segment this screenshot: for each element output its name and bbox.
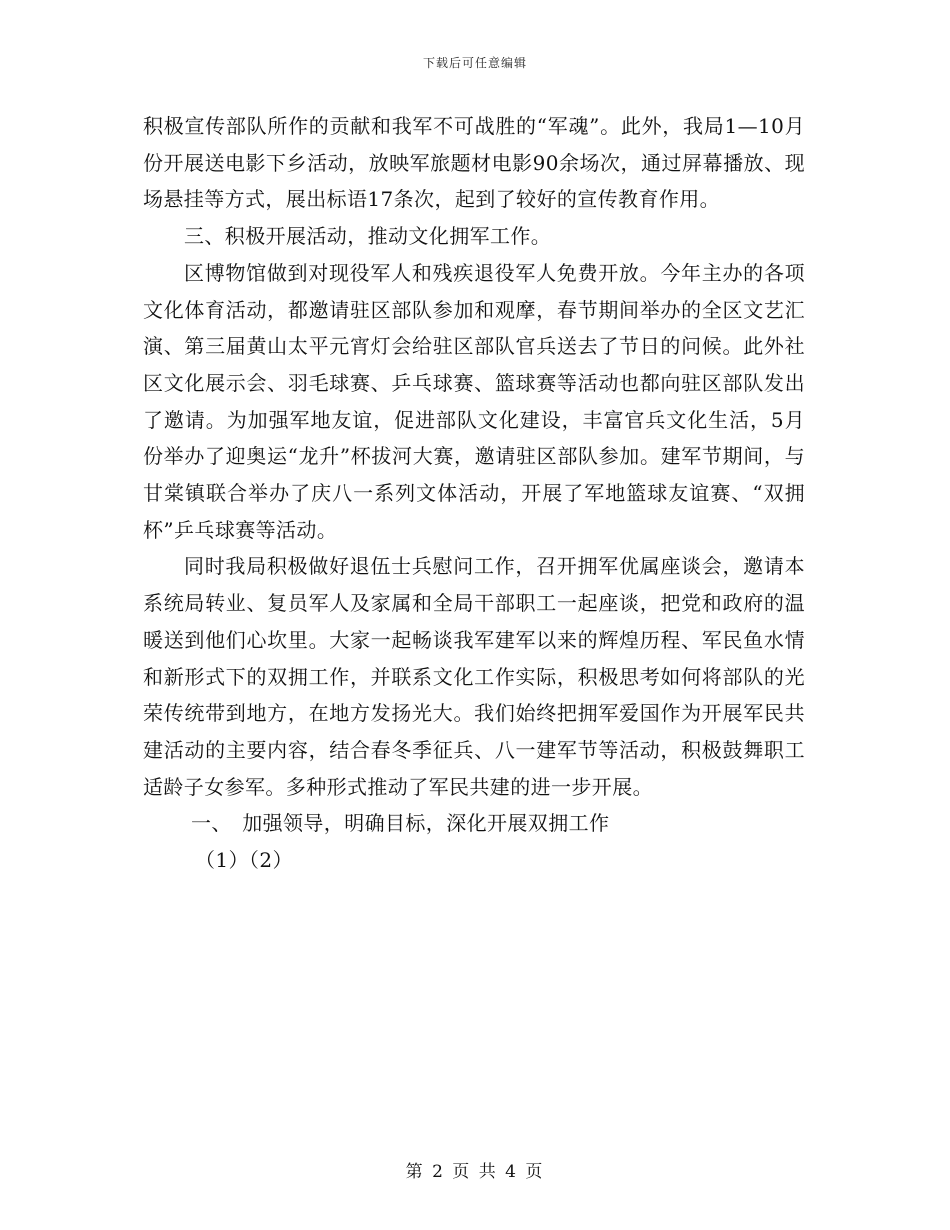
section-heading-one: 一、 加强领导，明确目标，深化开展双拥工作 xyxy=(191,811,610,836)
sub-item-markers: （1）（2） xyxy=(195,848,293,873)
page-header-note: 下载后可任意编辑 xyxy=(422,56,527,70)
section-heading-three: 三、积极开展活动，推动文化拥军工作。 xyxy=(184,224,552,249)
page-footer: 第 2 页 共 4 页 xyxy=(405,1162,545,1182)
paragraph-veteran-visits: 同时我局积极做好退伍士兵慰问工作，召开拥军优属座谈会，邀请本系统局转业、复员军人及家属和全局干部职工一起座谈，把党和政府的温暖送到他们心坎里。大家一起畅谈我军建军以来的辉煌历程、军民鱼水情和新形式下的双拥工作，并联系文化工作实际，积极思考如何将部队的光荣传统带到地方，在地方发扬光大。我们始终把拥军爱国作为开展军民共建活动的主要内容，结合春冬季征兵、八一建军节等活动，积极鼓舞职工适龄子女参军。多种形式推动了军民共建的进一步开展。 xyxy=(143,554,805,799)
document-body xyxy=(143,108,805,879)
paragraph-continued: 积极宣传部队所作的贡献和我军不可战胜的“军魂”。此外，我局1—10月份开展送电影下乡活动，放映军旅题材电影90余场次，通过屏幕播放、现场悬挂等方式，展出标语17条次，起到了较好的宣传教育作用。 xyxy=(143,114,805,212)
paragraph-museum-activities: 区博物馆做到对现役军人和残疾退役军人免费开放。今年主办的各项文化体育活动，都邀请驻区部队参加和观摩，春节期间举办的全区文艺汇演、第三届黄山太平元宵灯会给驻区部队官兵送去了节日的问候。此外社区文化展示会、羽毛球赛、乒乓球赛、篮球赛等活动也都向驻区部队发出了邀请。为加强军地友谊，促进部队文化建设，丰富官兵文化生活，5月份举办了迎奥运“龙升”杯拔河大赛，邀请驻区部队参加。建军节期间，与甘棠镇联合举办了庆八一系列文体活动，开展了军地篮球友谊赛、“双拥杯”乒乓球赛等活动。 xyxy=(143,260,805,542)
